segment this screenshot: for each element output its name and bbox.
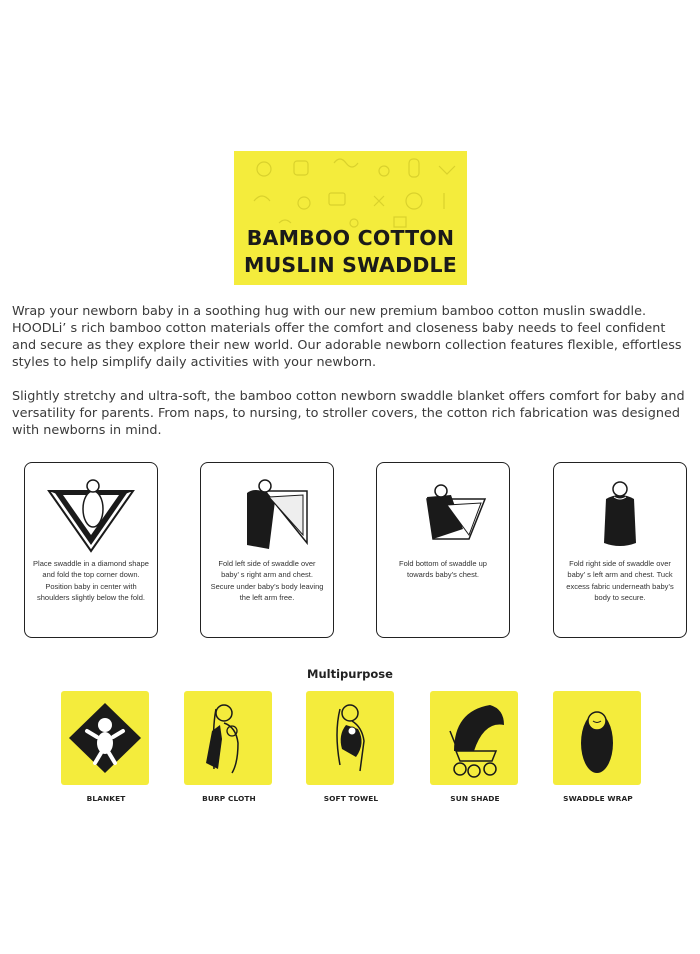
step-card-2 [200,462,334,638]
step-text-3: Fold bottom of swaddle up towards baby’s chest. [399,559,487,580]
sun-shade-icon [430,691,518,785]
use-item-sun-shade [430,691,520,803]
step-card-4 [553,462,687,638]
use-tile [184,691,272,785]
use-item-swaddle-wrap [553,691,643,803]
fold-left-icon [217,469,317,555]
step-card-3 [376,462,510,638]
use-tile [306,691,394,785]
blanket-icon [61,691,149,785]
use-label: SOFT TOWEL [323,794,379,803]
title-line-1: BAMBOO COTTON [246,226,455,250]
fold-bottom-icon [393,469,493,555]
use-item-burp-cloth [184,691,274,803]
soft-towel-icon [306,691,394,785]
use-label: SWADDLE WRAP [563,794,633,803]
title-line-2: MUSLIN SWADDLE [243,253,457,277]
page-title [234,225,467,279]
use-label: BLANKET [86,794,126,803]
fold-right-icon [570,469,670,555]
burp-cloth-icon [184,691,272,785]
use-label: BURP CLOTH [202,794,256,803]
intro-paragraph-1: Wrap your newborn baby in a soothing hug with our new premium bamboo cotton muslin swaddle. HOODLi’ s rich bamboo cotton materials offer the comfort and closeness baby needs to feel confident and secure as they explore their new world. Our adorable newborn collection features flexible, effortless styles to help simplify daily activities with your newborn. [12,304,682,370]
intro-paragraph-2: Slightly stretchy and ultra-soft, the bamboo cotton newborn swaddle blanket offers comfort for baby and versatility for parents. From naps, to nursing, to stroller covers, the cotton rich fabrication was designed with newborns in mind. [12,389,685,438]
use-tile [553,691,641,785]
step-text-2: Fold left side of swaddle over baby’ s right arm and chest. Secure under baby’s body leaving the left arm free. [210,559,324,603]
use-item-blanket [61,691,151,803]
use-tile [61,691,149,785]
use-item-soft-towel [306,691,396,803]
use-label: SUN SHADE [450,794,500,803]
step-text-4: Fold right side of swaddle over baby’ s left arm and chest. Tuck excess fabric underneath baby’s body to secure. [566,559,674,603]
step-text-1: Place swaddle in a diamond shape and fold the top corner down. Position baby in center with shoulders slightly below the fold. [33,559,149,603]
doodle-pattern-icon [234,151,467,231]
step-card-1 [24,462,158,638]
multipurpose-title: Multipurpose [307,667,393,681]
diamond-swaddle-icon [41,469,141,555]
swaddle-wrap-icon [553,691,641,785]
hero-banner [234,151,467,285]
use-tile [430,691,518,785]
